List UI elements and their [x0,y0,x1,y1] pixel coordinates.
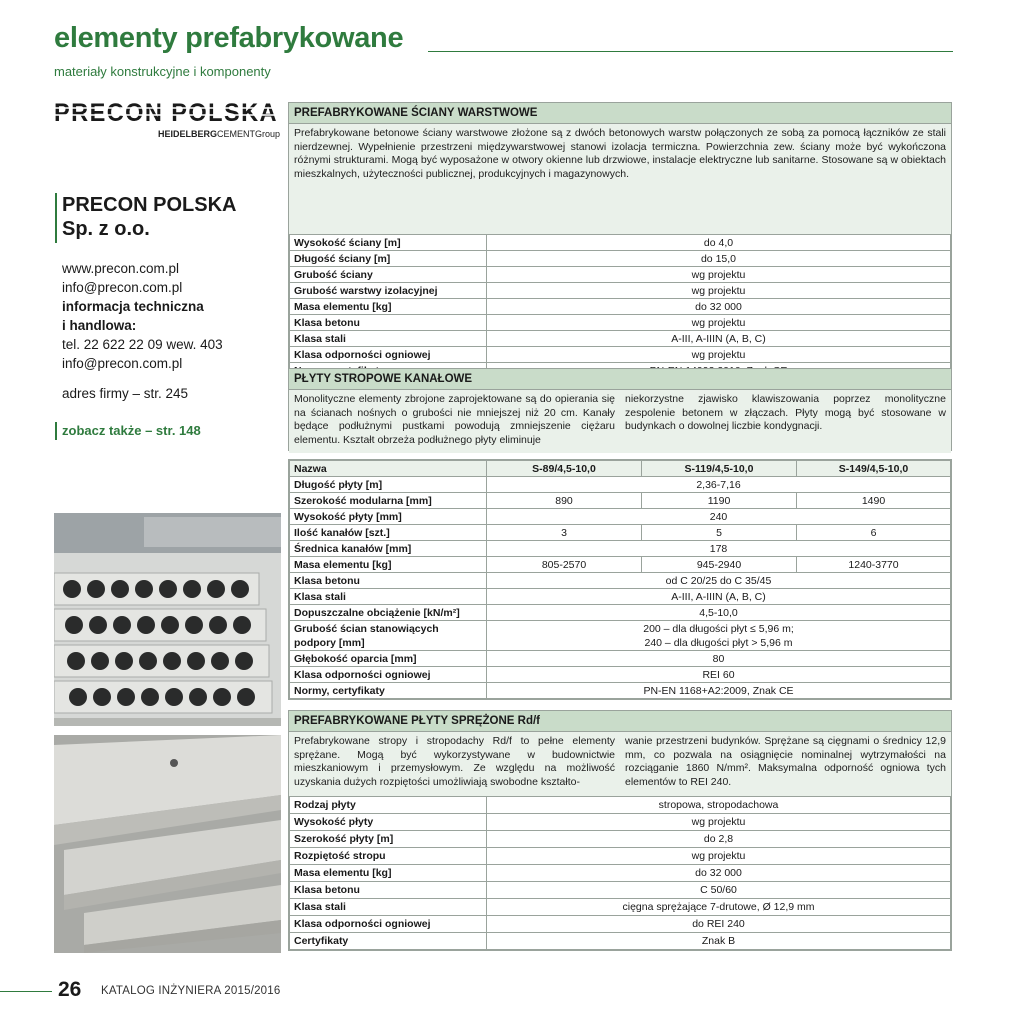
footer-rule [0,991,52,992]
table-row [290,315,951,331]
row-cell: 1490 [797,493,951,509]
table-row [290,667,951,683]
table-row [290,651,951,667]
phone-number: tel. 22 622 22 09 wew. 403 [62,337,223,352]
row-label: Masa elementu [kg] [290,299,487,315]
group-brand-rest: CEMENT [216,129,255,139]
catalog-name: KATALOG INŻYNIERA 2015/2016 [101,985,281,997]
row-value [487,621,951,651]
table-header-row [290,461,951,477]
row-label: Długość ściany [m] [290,251,487,267]
section-hollow-core-description [289,390,951,453]
row-label: Klasa betonu [290,573,487,589]
info-label-2: i handlowa: [62,318,137,333]
row-cell: 1240-3770 [797,557,951,573]
row-value: wg projektu [487,283,951,299]
table-row [290,477,951,493]
row-label: Rozpiętość stropu [290,848,487,865]
row-label: Klasa betonu [290,882,487,899]
logo-text: PRECON POLSKA [54,99,278,125]
row-value-line1: 200 – dla długości płyt ≤ 5,96 m; [643,622,794,635]
row-cell: 6 [797,525,951,541]
table-row [290,541,951,557]
row-value: 2,36-7,16 [487,477,951,493]
row-cell: 1190 [642,493,797,509]
row-value: REI 60 [487,667,951,683]
row-label: Grubość warstwy izolacyjnej [290,283,487,299]
table-row [290,573,951,589]
table-row [290,831,951,848]
row-cell: 890 [487,493,642,509]
row-label: Klasa odporności ogniowej [290,916,487,933]
description-right: wanie przestrzeni budynków. Sprężane są cięgnami o średnicy 12,9 mm, co pozwala na osiągnięcie nominalnej wytrzymałości na rozciąganie 1860 N/mm². Maksymalna odporność ogniowa tych elementów to REI 240. [625,735,946,788]
row-value: 80 [487,651,951,667]
table-row [290,589,951,605]
table-row [290,557,951,573]
section-layered-walls-heading: PREFABRYKOWANE ŚCIANY WARSTWOWE [289,103,951,124]
row-label: Wysokość płyty [290,814,487,831]
row-value: do 2,8 [487,831,951,848]
table-row [290,814,951,831]
company-name-line2: Sp. z o.o. [62,218,150,240]
section-layered-walls [288,102,952,380]
email-link[interactable]: info@precon.com.pl [62,280,183,295]
table-row [290,916,951,933]
row-value: A-III, A-IIIN (A, B, C) [487,331,951,347]
row-value: wg projektu [487,814,951,831]
row-label: Grubość ściany [290,267,487,283]
heidelberg-cement-logo [54,129,280,139]
row-value: stropowa, stropodachowa [487,797,951,814]
header-s119: S-119/4,5-10,0 [642,461,797,477]
table-row [290,899,951,916]
row-value: do 4,0 [487,235,951,251]
table-row [290,621,951,651]
row-label: Masa elementu [kg] [290,557,487,573]
company-accent-bar [55,193,57,243]
row-value: 4,5-10,0 [487,605,951,621]
table-row [290,235,951,251]
section-prestressed-description [289,732,951,796]
table-row [290,525,951,541]
table-row [290,251,951,267]
company-name [62,193,236,241]
row-value: do 32 000 [487,865,951,882]
section-layered-walls-description: Prefabrykowane betonowe ściany warstwowe złożone są z dwóch betonowych warstw połączonych ze sobą za pomocą łączników ze stali nierdzewnej. Wypełnienie przestrzeni międzywarstwowej stanowi izolacja termiczna. Powierzchnia zew. ściany może być wykończona różnymi strukturami. Mogą być wyposażone w otwory okienne lub drzwiowe, instalacje elektryczne lub sanitarne. Stosowane są w obiektach mieszkalnych, użyteczności publicznej, produkcyjnych i magazynowych. [289,124,951,234]
row-label-line2: podpory [mm] [294,636,365,649]
row-label: Wysokość ściany [m] [290,235,487,251]
page-title: elementy prefabrykowane [54,22,404,54]
row-value: do REI 240 [487,916,951,933]
see-also-accent-bar [55,422,57,440]
row-label: Klasa odporności ogniowej [290,347,487,363]
address-reference: adres firmy – str. 245 [62,386,189,401]
row-value: 240 [487,509,951,525]
description-right: niekorzystne zjawisko klawiszowania poprzez monolityczne zespolenie betonem w złączach. Płyty mogą być stosowane w budynkach o dowolnej liczbie kondygnacji. [625,393,946,433]
row-value: wg projektu [487,347,951,363]
row-label: Wysokość płyty [mm] [290,509,487,525]
section-hollow-core-slabs [288,368,952,451]
website-link[interactable]: www.precon.com.pl [62,261,180,276]
row-value-line2: 240 – dla długości płyt > 5,96 m [644,636,793,649]
table-row [290,493,951,509]
row-label: Średnica kanałów [mm] [290,541,487,557]
group-brand: HEIDELBERG [157,129,217,139]
row-value: cięgna sprężające 7-drutowe, Ø 12,9 mm [487,899,951,916]
hollow-core-table [289,460,951,699]
row-label: Klasa stali [290,899,487,916]
table-row [290,882,951,899]
info-label-1: informacja techniczna [62,299,204,314]
row-cell: 3 [487,525,642,541]
row-value: od C 20/25 do C 35/45 [487,573,951,589]
row-label: Głębokość oparcia [mm] [290,651,487,667]
table-row [290,267,951,283]
table-row [290,683,951,699]
page-subtitle: materiały konstrukcyjne i komponenty [54,64,271,79]
row-label: Klasa stali [290,331,487,347]
row-value: PN-EN 1168+A2:2009, Znak CE [487,683,951,699]
row-label: Dopuszczalne obciążenie [kN/m²] [290,605,487,621]
hollow-core-slabs-photo [54,513,281,726]
row-value: do 15,0 [487,251,951,267]
info-email-link[interactable]: info@precon.com.pl [62,356,183,371]
row-label: Certyfikaty [290,933,487,950]
precon-polska-logo [54,99,280,125]
row-value: wg projektu [487,267,951,283]
header-name: Nazwa [290,461,487,477]
row-label-line1: Grubość ścian stanowiących [294,622,439,635]
row-label: Klasa betonu [290,315,487,331]
table-row [290,283,951,299]
row-value: 178 [487,541,951,557]
row-value: Znak B [487,933,951,950]
table-row [290,797,951,814]
row-label: Rodzaj płyty [290,797,487,814]
table-row [290,933,951,950]
section-prestressed-heading: PREFABRYKOWANE PŁYTY SPRĘŻONE Rd/f [289,711,951,732]
row-label: Szerokość płyty [m] [290,831,487,848]
prestressed-slabs-photo [54,735,281,953]
table-row [290,848,951,865]
row-value: A-III, A-IIIN (A, B, C) [487,589,951,605]
table-row [290,331,951,347]
row-cell: 5 [642,525,797,541]
group-suffix: Group [254,129,280,139]
row-value: do 32 000 [487,299,951,315]
row-label [290,621,487,651]
section-prestressed-slabs [288,710,952,951]
row-value: wg projektu [487,315,951,331]
table-row [290,605,951,621]
row-cell: 805-2570 [487,557,642,573]
company-name-line1: PRECON POLSKA [62,194,237,216]
row-label: Masa elementu [kg] [290,865,487,882]
description-left: Prefabrykowane stropy i stropodachy Rd/f to pełne elementy sprężane. Mogą być wykorzystywane w budownictwie mieszkaniowym i przemysłowym. Ze względu na możliwość uzyskania dużych rozpiętości umożliwiają swobodne kształto- [294,735,615,788]
table-row [290,865,951,882]
header-s89: S-89/4,5-10,0 [487,461,642,477]
title-rule [428,51,953,52]
row-value: wg projektu [487,848,951,865]
description-left: Monolityczne elementy zbrojone zaprojektowane są do opierania się na ścianach nośnych o grubości nie mniejszej niż 20 cm. Kanały będące podłużnymi pustkami powodują zmniejszenie ciężaru elementu. Kształt obrzeża podłużnego płyty eliminuje [294,393,615,446]
row-label: Ilość kanałów [szt.] [290,525,487,541]
see-also-link[interactable]: zobacz także – str. 148 [62,423,201,438]
row-label: Szerokość modularna [mm] [290,493,487,509]
row-value: C 50/60 [487,882,951,899]
row-label: Normy, certyfikaty [290,683,487,699]
row-cell: 945-2940 [642,557,797,573]
table-row [290,299,951,315]
prestressed-table [289,796,951,950]
row-label: Klasa stali [290,589,487,605]
table-row [290,347,951,363]
section-hollow-core-table [288,459,952,700]
row-label: Długość płyty [m] [290,477,487,493]
layered-walls-table [289,234,951,379]
row-label: Klasa odporności ogniowej [290,667,487,683]
page-number: 26 [58,978,82,1001]
section-hollow-core-heading: PŁYTY STROPOWE KANAŁOWE [289,369,951,390]
table-row [290,509,951,525]
header-s149: S-149/4,5-10,0 [797,461,951,477]
